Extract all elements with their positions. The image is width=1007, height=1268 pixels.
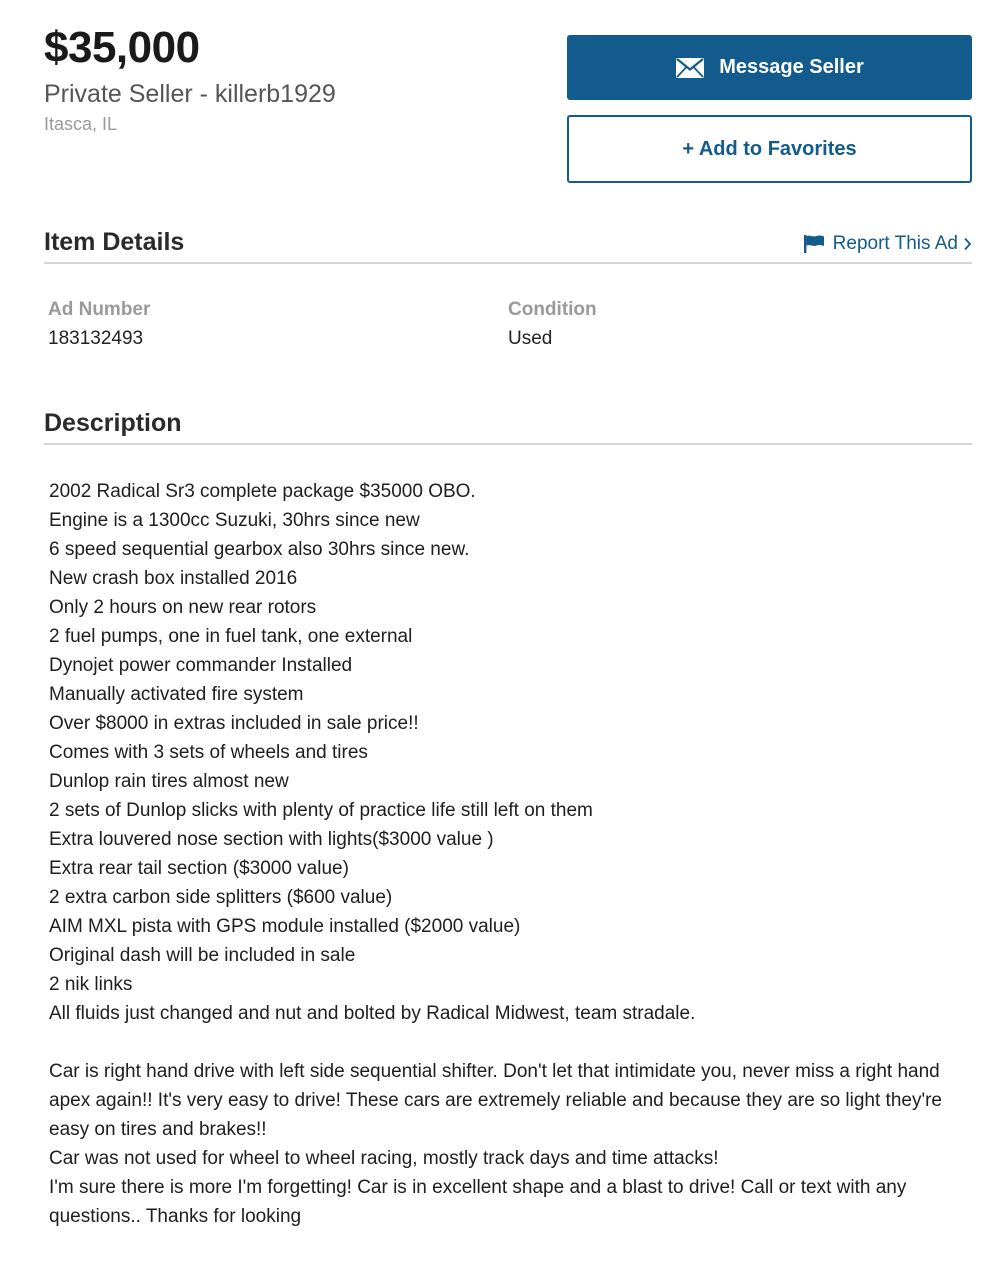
add-to-favorites-label: + Add to Favorites xyxy=(682,137,857,160)
condition-label: Condition xyxy=(508,299,597,320)
description-line: Car was not used for wheel to wheel racing, mostly track days and time attacks! xyxy=(49,1148,719,1169)
description-line: Dynojet power commander Installed xyxy=(49,655,353,676)
chevron-right-icon xyxy=(963,237,972,251)
description-paragraph: I'm sure there is more I'm forgetting! Car is in excellent shape and a blast to drive! Call or text with any questions.. Thanks for looking xyxy=(49,1177,907,1227)
description-line: 2 sets of Dunlop slicks with plenty of practice life still left on them xyxy=(49,800,593,821)
description-divider xyxy=(44,443,972,445)
description-line: Original dash will be included in sale xyxy=(49,945,356,966)
description-line: Comes with 3 sets of wheels and tires xyxy=(49,742,368,763)
description-line: All fluids just changed and nut and bolted by Radical Midwest, team stradale. xyxy=(49,1003,696,1024)
listing-price: $35,000 xyxy=(44,23,200,72)
description-line: New crash box installed 2016 xyxy=(49,568,298,589)
envelope-icon xyxy=(675,57,705,79)
item-details-divider xyxy=(44,262,972,264)
ad-number-label: Ad Number xyxy=(48,299,151,320)
message-seller-label: Message Seller xyxy=(719,56,864,78)
seller-name: Private Seller - killerb1929 xyxy=(44,80,336,108)
description-heading: Description xyxy=(44,409,182,437)
description-line: 2002 Radical Sr3 complete package $35000 OBO. xyxy=(49,481,476,502)
description-line: Engine is a 1300cc Suzuki, 30hrs since new xyxy=(49,510,420,531)
description-line: Over $8000 in extras included in sale price!! xyxy=(49,713,419,734)
description-line: 2 fuel pumps, one in fuel tank, one external xyxy=(49,626,413,647)
description-line: 2 extra carbon side splitters ($600 value) xyxy=(49,887,393,908)
flag-icon xyxy=(803,234,825,254)
description-line: Manually activated fire system xyxy=(49,684,304,705)
description-line: 6 speed sequential gearbox also 30hrs since new. xyxy=(49,539,470,560)
condition-value: Used xyxy=(508,328,553,349)
description-blank-line xyxy=(49,1028,974,1057)
seller-location: Itasca, IL xyxy=(44,114,118,134)
ad-number-value: 183132493 xyxy=(48,328,144,349)
description-line: Only 2 hours on new rear rotors xyxy=(49,597,317,618)
description-line: Extra rear tail section ($3000 value) xyxy=(49,858,349,879)
add-to-favorites-button[interactable] xyxy=(567,115,972,183)
ad-number-detail xyxy=(48,298,150,351)
description-paragraph: Car is right hand drive with left side sequential shifter. Don't let that intimidate you, never miss a right hand apex again!! It's very easy to drive! These cars are extremely reliable and because they are so light they're easy on tires and brakes!! xyxy=(49,1061,942,1140)
description-line: AIM MXL pista with GPS module installed ($2000 value) xyxy=(49,916,521,937)
message-seller-button[interactable] xyxy=(567,35,972,100)
report-ad-label: Report This Ad xyxy=(832,233,958,254)
description-line: Dunlop rain tires almost new xyxy=(49,771,289,792)
report-ad-link[interactable] xyxy=(803,232,972,256)
description-line: Extra louvered nose section with lights($3000 value ) xyxy=(49,829,494,850)
condition-detail xyxy=(508,298,597,351)
description-body xyxy=(49,477,974,1231)
description-line: 2 nik links xyxy=(49,974,133,995)
item-details-heading: Item Details xyxy=(44,228,185,256)
